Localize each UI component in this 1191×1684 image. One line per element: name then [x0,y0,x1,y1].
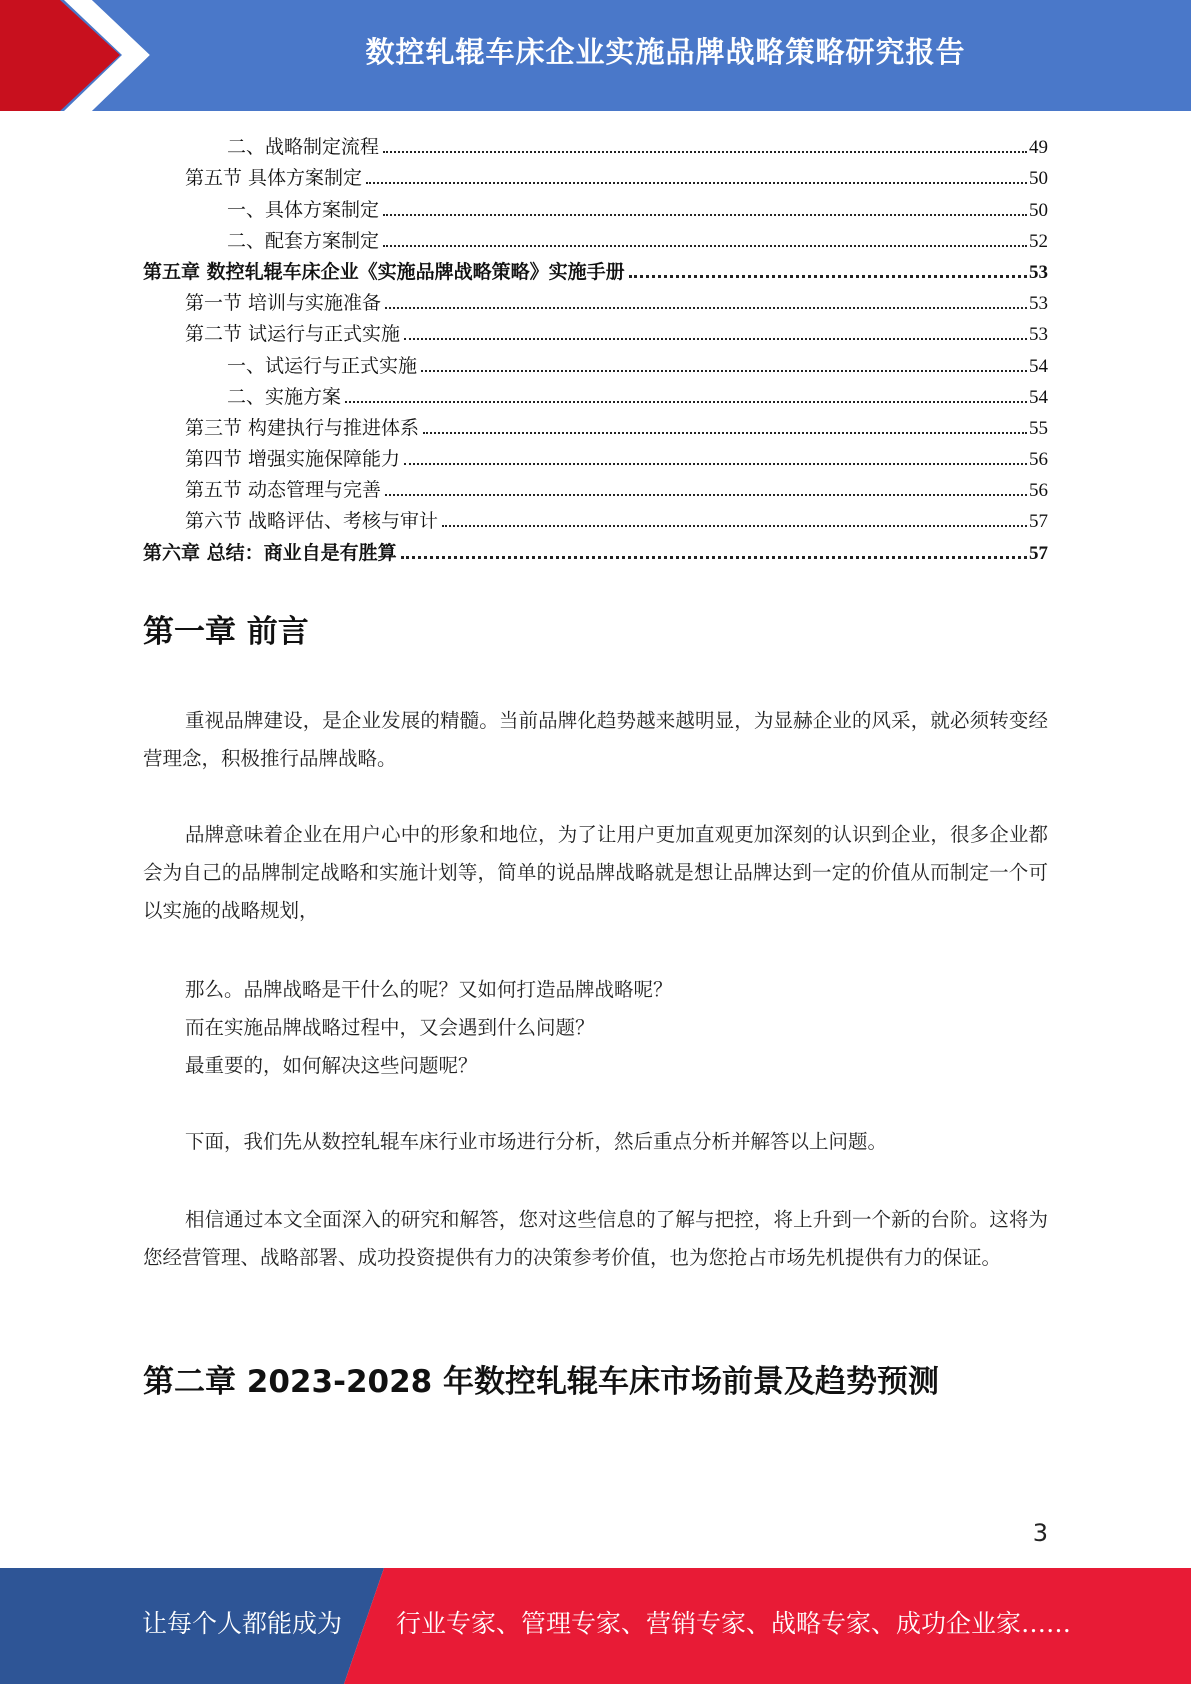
header-band [0,0,1191,111]
toc-entry[interactable] [143,409,1048,440]
toc-entry[interactable] [143,346,1048,377]
toc-dot-leader [385,494,1027,496]
toc-entry[interactable] [143,378,1048,409]
toc-dot-leader [383,245,1027,247]
report-title: 数控轧辊车床企业实施品牌战略策略研究报告 [365,35,966,69]
toc-entry-title: 第六章 总结：商业自是有胜算 [143,541,397,564]
chapter-1-heading: 第一章 前言 [143,614,309,650]
footer-band [0,1568,1191,1684]
toc-page-number: 54 [1029,355,1048,377]
toc-page-number: 50 [1029,168,1048,190]
chapter-2-heading: 第二章 2023-2028 年数控轧辊车床市场前景及趋势预测 [143,1364,940,1400]
paragraph: 相信通过本文全面深入的研究和解答，您对这些信息的了解与把控，将上升到一个新的台阶。这将为您经营管理、战略部署、成功投资提供有力的决策参考价值，也为您抢占市场先机提供有力的保证。 [143,1208,1048,1269]
toc-page-number: 57 [1029,511,1048,533]
toc-dot-leader [383,151,1027,153]
toc-dot-leader [423,432,1027,434]
toc-entry-title: 第六节 战略评估、考核与审计 [185,510,439,533]
page-number: 3 [1032,1519,1048,1547]
toc-entry-title: 第五节 具体方案制定 [185,167,363,190]
paragraph: 下面，我们先从数控轧辊车床行业市场进行分析，然后重点分析并解答以上问题。 [185,1130,888,1153]
toc-entry-title: 第二节 试运行与正式实施 [185,323,401,346]
toc-dot-leader [404,338,1027,340]
toc-dot-leader [385,307,1027,309]
toc-entry[interactable] [143,222,1048,253]
toc-dot-leader [383,214,1027,216]
toc-entry-title: 一、具体方案制定 [227,198,380,221]
toc-page-number: 55 [1029,417,1048,439]
toc-entry[interactable] [143,315,1048,346]
footer-slogan-right: 行业专家、管理专家、营销专家、战略专家、成功企业家…… [396,1609,1072,1638]
toc-entry[interactable] [143,253,1048,284]
toc-entry[interactable] [143,502,1048,533]
toc-entry-title: 第五节 动态管理与完善 [185,479,382,502]
toc-entry[interactable] [143,284,1048,315]
toc-entry[interactable] [143,159,1048,190]
toc-entry[interactable] [143,190,1048,221]
toc-entry-title: 第三节 构建执行与推进体系 [185,416,420,439]
question-line: 而在实施品牌战略过程中，又会遇到什么问题？ [185,1016,595,1039]
toc-page-number: 52 [1029,230,1048,252]
toc-entry-title: 二、战略制定流程 [227,136,380,159]
toc-page-number: 49 [1029,137,1048,159]
toc-dot-leader [401,556,1027,559]
toc-entry-title: 第四节 增强实施保障能力 [185,448,401,471]
toc-entry-title: 一、试运行与正式实施 [227,354,418,377]
toc-entry-title: 第一节 培训与实施准备 [185,292,382,315]
toc-page-number: 56 [1029,480,1048,502]
paragraph: 重视品牌建设，是企业发展的精髓。当前品牌化趋势越来越明显，为显赫企业的风采，就必须转变经营理念，积极推行品牌战略。 [143,709,1048,770]
toc-entry[interactable] [143,128,1048,159]
question-line: 那么。品牌战略是干什么的呢？又如何打造品牌战略呢？ [185,978,673,1001]
toc-page-number: 50 [1029,199,1048,221]
toc-dot-leader [404,463,1027,465]
toc-dot-leader [629,275,1027,278]
toc-dot-leader [345,401,1027,403]
toc-entry-title: 第五章 数控轧辊车床企业《实施品牌战略策略》实施手册 [143,260,625,283]
table-of-contents [143,128,1048,565]
toc-dot-leader [421,370,1027,372]
toc-entry-title: 二、实施方案 [227,385,342,408]
header-arrow-decoration [0,0,150,111]
toc-page-number: 57 [1029,542,1048,564]
toc-page-number: 56 [1029,449,1048,471]
toc-page-number: 54 [1029,386,1048,408]
toc-dot-leader [366,182,1027,184]
toc-entry-title: 二、配套方案制定 [227,229,380,252]
toc-entry[interactable] [143,533,1048,564]
toc-entry[interactable] [143,471,1048,502]
toc-entry[interactable] [143,440,1048,471]
toc-page-number: 53 [1029,261,1048,283]
toc-dot-leader [442,525,1027,527]
question-line: 最重要的，如何解决这些问题呢？ [185,1054,478,1077]
toc-page-number: 53 [1029,293,1048,315]
paragraph: 品牌意味着企业在用户心中的形象和地位，为了让用户更加直观更加深刻的认识到企业，很多企业都会为自己的品牌制定战略和实施计划等，简单的说品牌战略就是想让品牌达到一定的价值从而制定一个可以实施的战略规划， [143,823,1048,922]
footer-slogan-left: 让每个人都能成为 [142,1609,343,1638]
toc-page-number: 53 [1029,324,1048,346]
